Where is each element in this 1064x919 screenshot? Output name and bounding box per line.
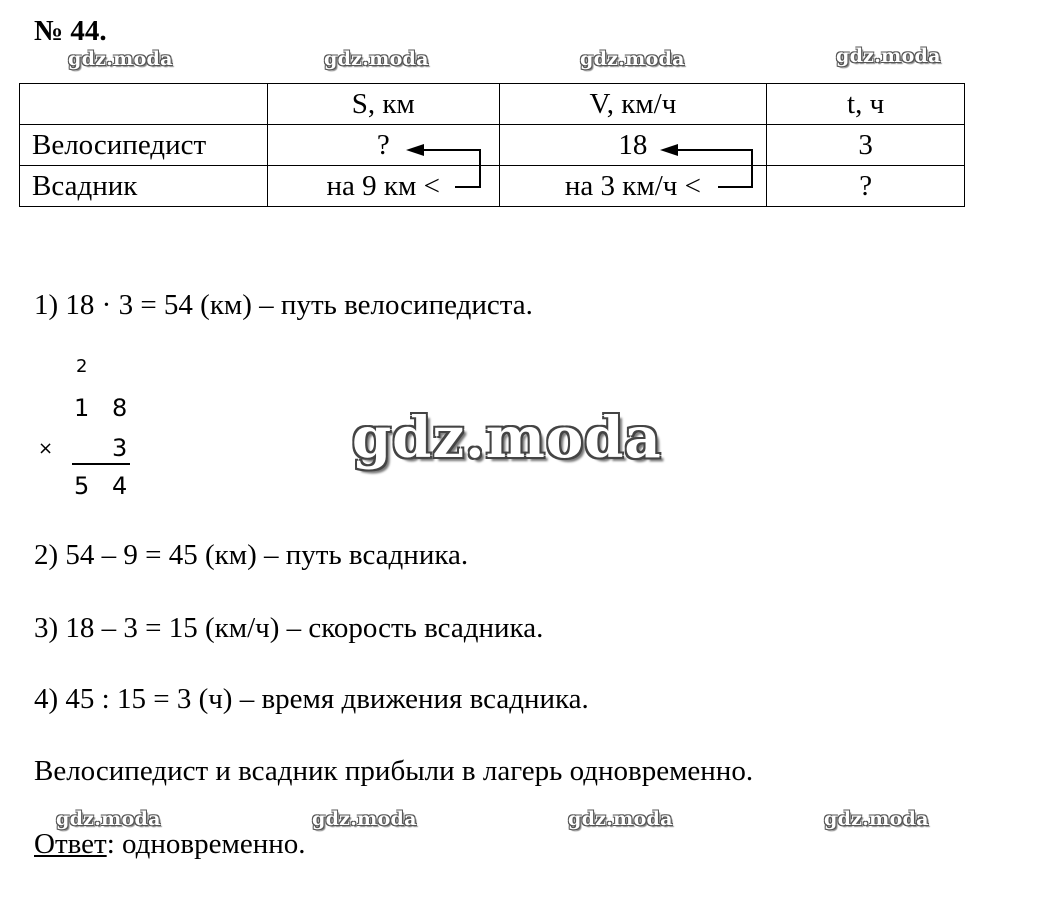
watermark: gdz.moda [568,808,673,830]
answer-text: : одновременно. [106,828,306,860]
solution-step: 3) 18 – 3 = 15 (км/ч) – скорость всадника. [34,612,544,644]
solution-step: 2) 54 – 9 = 45 (км) – путь всадника. [34,539,469,571]
watermark: gdz.moda [824,808,929,830]
table-header-cell: t, ч [767,84,965,125]
watermark: gdz.moda [836,45,941,67]
digit: 8 [112,394,128,422]
answer-label: Ответ [34,828,107,860]
data-table [19,83,965,207]
multiply-sign: × [38,438,54,459]
table-cell: ? [267,125,499,166]
column-multiplication [36,356,146,506]
table-header-cell: S, км [267,84,499,125]
table-cell: ? [767,166,965,207]
digit: 3 [112,434,128,462]
watermark: gdz.moda [56,808,161,830]
table-cell: на 9 км < [267,166,499,207]
table-cell: 3 [767,125,965,166]
digit: 1 [74,394,90,422]
problem-number: № 44. [34,15,107,47]
table-header-cell: V, км/ч [499,84,767,125]
table-cell: Всадник [20,166,268,207]
watermark: gdz.moda [352,405,662,471]
watermark: gdz.moda [580,48,685,70]
result-underline [72,462,132,466]
carry-digit: 2 [76,356,88,377]
watermark: gdz.moda [312,808,417,830]
solution-step: 1) 18 · 3 = 54 (км) – путь велосипедиста. [34,289,533,321]
watermark: gdz.moda [68,48,173,70]
watermark: gdz.moda [324,48,429,70]
digit: 5 [74,472,90,500]
table-row [20,166,965,207]
table-cell: 18 [499,125,767,166]
table-row [20,125,965,166]
conclusion: Велосипедист и всадник прибыли в лагерь одновременно. [34,755,754,787]
table-cell: Велосипедист [20,125,268,166]
digit: 4 [112,472,128,500]
answer [34,827,306,861]
table-cell: на 3 км/ч < [499,166,767,207]
table-header-cell [20,84,268,125]
table-header-row [20,84,965,125]
solution-step: 4) 45 : 15 = 3 (ч) – время движения всадника. [34,683,589,715]
